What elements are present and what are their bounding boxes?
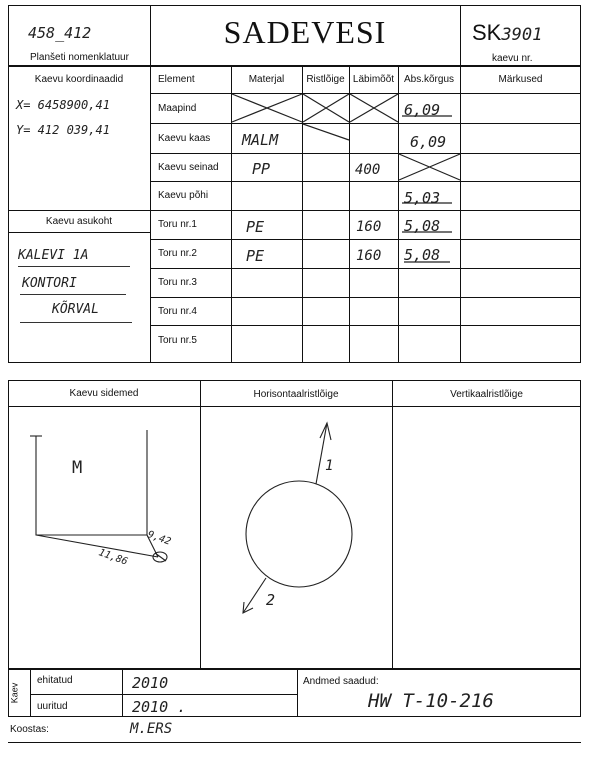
well-number-value: 3901: [501, 25, 543, 45]
row-material-1: MALM: [242, 131, 279, 149]
row-element-3: Kaevu põhi: [158, 190, 209, 201]
building-mark: M: [72, 458, 83, 478]
building-outline: [36, 430, 147, 535]
location-label: Kaevu asukoht: [45, 216, 113, 227]
pipe-1-line: [316, 423, 327, 484]
coordinates-label: Kaevu koordinaadid: [34, 74, 124, 85]
row-element-5: Toru nr.2: [158, 248, 197, 259]
col-header-cross-section: Ristlõige: [306, 74, 345, 85]
well-number-prefix: SK: [472, 20, 502, 45]
row-element-6: Toru nr.3: [158, 277, 197, 288]
data-from-label: Andmed saadud:: [303, 676, 379, 687]
dimension-b: 11,86: [97, 547, 130, 568]
well-number-label: kaevu nr.: [492, 53, 533, 64]
col-header-abs-height: Abs.kõrgus: [403, 74, 455, 85]
row-element-2: Kaevu seinad: [158, 161, 219, 173]
location-line-2: KONTORI: [22, 276, 77, 291]
row-abs-5: 5,08: [404, 245, 441, 264]
row-element-4: Toru nr.1: [158, 219, 197, 230]
footer-frame: [8, 669, 581, 717]
section-vertical-title: Vertikaalristlõige: [450, 389, 523, 400]
author-value: M.ERS: [130, 721, 173, 737]
row-element-0: Maapind: [158, 102, 197, 114]
row-abs-1: 6,09: [410, 133, 447, 151]
pipe-2-label: 2: [266, 591, 276, 609]
tie-line-a: [36, 535, 158, 557]
row-abs-3: 5,03: [404, 188, 441, 207]
row-diameter-4: 160: [356, 218, 382, 235]
surveyed-value: 2010 .: [132, 698, 187, 716]
built-value: 2010: [132, 674, 169, 692]
coordinate-x: X= 6458900,41: [16, 98, 110, 112]
row-abs-0: 6,09: [404, 101, 441, 119]
col-header-material: Materjal: [248, 74, 285, 85]
nomenclature-value: 458_412: [28, 24, 92, 42]
well-circle: [246, 481, 352, 587]
col-header-remarks: Märkused: [498, 74, 543, 85]
row-element-7: Toru nr.4: [158, 305, 197, 317]
dimension-a: 9,42: [145, 529, 173, 548]
row-diameter-5: 160: [356, 247, 382, 264]
row-diameter-2: 400: [355, 162, 381, 178]
row-element-1: Kaevu kaas: [158, 132, 211, 144]
page-title: SADEVESI: [223, 14, 387, 50]
author-label: Koostas:: [10, 724, 49, 735]
col-header-diameter: Läbimõõt: [352, 74, 395, 85]
nomenclature-label: Planšeti nomenklatuur: [30, 52, 129, 63]
row-material-5: PE: [246, 246, 265, 265]
row-abs-4: 5,08: [404, 216, 441, 235]
location-line-1: KALEVI 1A: [18, 248, 89, 263]
location-line-3: KÕRVAL: [52, 302, 99, 317]
coordinate-y: Y= 412 039,41: [16, 123, 110, 137]
row-material-4: PE: [246, 217, 265, 236]
pipe-2-line: [243, 578, 266, 613]
row-material-2: PP: [252, 160, 271, 178]
section-links-title: Kaevu sidemed: [69, 388, 139, 399]
section-horizontal-title: Horisontaalristlõige: [253, 389, 339, 400]
col-header-element: Element: [158, 74, 195, 85]
surveyed-label: uuritud: [37, 701, 68, 712]
pipe-1-label: 1: [325, 458, 334, 474]
data-from-value: HW T-10-216: [368, 690, 494, 712]
built-label: ehitatud: [37, 675, 73, 686]
kaev-label: Kaev: [9, 682, 20, 704]
row-element-8: Toru nr.5: [158, 334, 197, 346]
